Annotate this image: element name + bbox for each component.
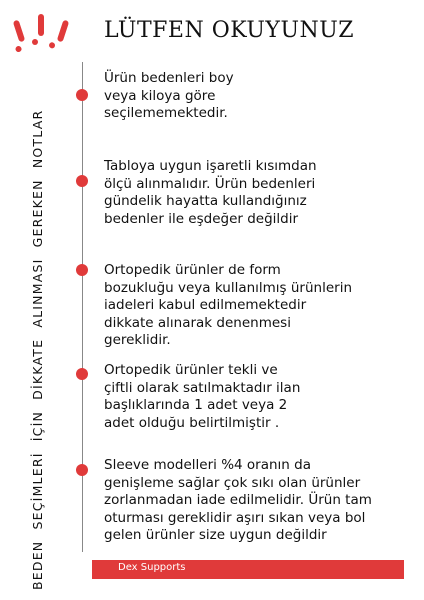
note-single-pair: Ortopedik ürünler tekli ve çiftli olarak satılmaktadır ilan başlıklarında 1 adet veya 2 adet olduğu belirtilmiştir . [104, 362, 301, 431]
note-body-sizing: Ürün bedenleri boy veya kiloya göre seçilememektedir. [104, 70, 234, 121]
red-dot-icon [76, 89, 88, 101]
exclamation-marks-icon [14, 12, 74, 52]
note-sleeve-models: Sleeve modelleri %4 oranın da genişleme sağlar çok sıkı olan ürünler zorlanmadan iade edilmelidir. Ürün tam oturması gereklidir aşırı sıkan veya bol gelen ürünler size uygun değildir [104, 457, 372, 543]
red-dot-icon [76, 264, 88, 276]
exclamation-mark-right [57, 20, 70, 43]
vertical-heading: BEDEN SEÇİMLERİ İÇİN DİKKATE ALINMASI GEREKEN NOTLAR [30, 109, 45, 590]
note-measurement: Tabloya uygun işaretli kısımdan ölçü alınmalıdır. Ürün bedenleri gündelik hayatta kullandığınız bedenler ile eşdeğer değildir [104, 158, 317, 227]
note-orthopedic-returns: Ortopedik ürünler de form bozukluğu veya kullanılmış ürünlerin iadeleri kabul edilmemektedir dikkate alınarak denenmesi gereklidir. [104, 262, 353, 348]
red-dot-icon [76, 368, 88, 380]
exclamation-mark-center [38, 14, 44, 36]
page-title: LÜTFEN OKUYUNUZ [104, 18, 355, 43]
exclamation-mark-left [13, 20, 26, 43]
footer-brand: Dex Supports [118, 562, 186, 573]
footer-banner [92, 560, 404, 579]
red-dot-icon [76, 175, 88, 187]
red-dot-icon [76, 464, 88, 476]
timeline-line [82, 62, 83, 552]
